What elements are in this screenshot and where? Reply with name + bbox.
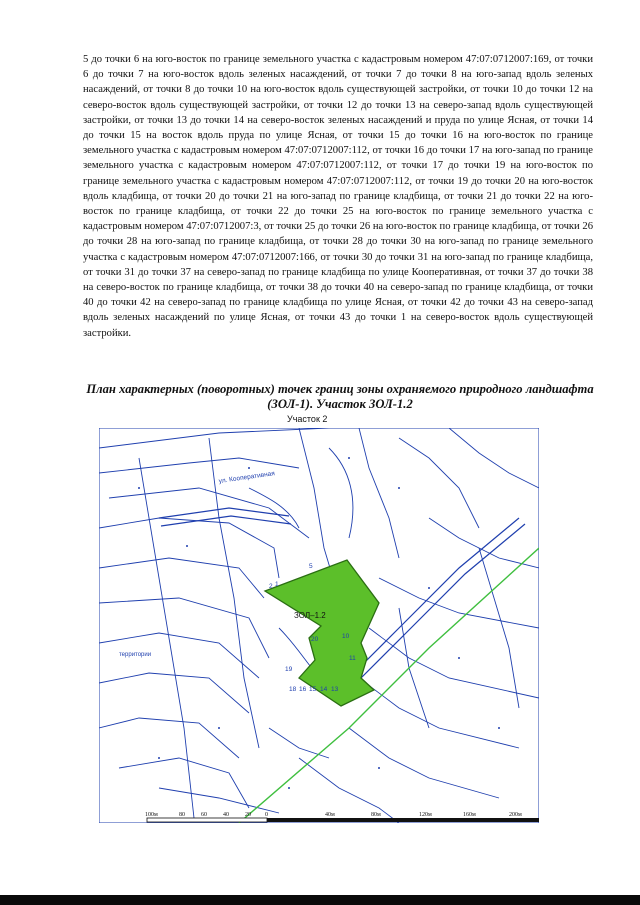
street-label: ул. Кооперативная xyxy=(218,470,276,485)
scale-bar xyxy=(99,810,539,826)
point-label: 20 xyxy=(311,636,319,643)
scale-label: 160м xyxy=(463,812,476,818)
plan-title xyxy=(60,382,620,412)
point-label: 2 xyxy=(269,583,273,590)
scan-bottom-edge xyxy=(0,895,640,905)
scale-label: 200м xyxy=(509,812,522,818)
point-label: 11 xyxy=(349,655,356,662)
point-label: 16 xyxy=(299,686,307,693)
zone-label: ЗОЛ–1.2 xyxy=(294,611,326,620)
point-label: 15 xyxy=(309,686,317,693)
scale-label: 0 xyxy=(265,812,268,818)
territory-label: территории xyxy=(119,652,152,658)
scale-label: 120м xyxy=(419,812,432,818)
point-label: 1 xyxy=(275,581,279,588)
scale-label: 40 xyxy=(223,812,229,818)
point-label: 5 xyxy=(309,563,313,570)
cadastral-map xyxy=(99,428,539,823)
plot-label: Участок 2 xyxy=(287,414,328,424)
plan-title-line2: (ЗОЛ-1). Участок ЗОЛ-1.2 xyxy=(267,397,413,411)
boundary-description-paragraph: 5 до точки 6 на юго-восток по границе земельного участка с кадастровым номером 47:07:0712007:169, от точки 6 до точки 7 на юго-восток вдоль зеленых насаждений, от точки 7 до точки 8 на юго-запад вдоль зеленых насаждений, от точки 8 до точки 10 на юго-восток вдоль существующей застройки, от точки 10 до точки 12 на северо-восток вдоль существующей застройки, от точки 12 до точки 13 на северо-запад вдоль существующей застройки, от точки 13 до точки 14 на северо-восток зеленых насаждений и пруда по улице Ясная, от точки 14 до точки 15 на восток вдоль пруда по улице Ясная, от точки 15 до точки 16 на юго-восток по границе земельного участка с кадастровым номером 47:07:0712007:112, от точки 16 до точки 17 на юго-запад по границе земельного участка с кадастровым номером 47:07:0712007:112, от точки 17 до точки 19 на юго-восток по границе земельного участка с кадастровым номером 47:07:0712007:112, от точки 19 до точки 20 на юго-восток вдоль кладбища, от точки 20 до точки 21 на юго-запад по границе кладбища, от точки 21 до точки 22 на юго-восток по границе кладбища, от точки 22 до точки 25 на юго-восток по границе земельного участка с кадастровым номером 47:07:0712007:3, от точки 25 до точки 26 на юго-восток по границе кладбища, от точки 26 до точки 28 на юго-запад по границе кладбища, от точки 28 до точки 30 на юго-запад по границе земельного участка с кадастровым номером 47:07:0712007:166, от точки 30 до точки 31 на юго-запад по границе кладбища, от точки 31 до точки 37 на северо-запад по границе кладбища по улице Кооперативная, от точки 37 до точки 38 на северо-восток по границе кладбища, от точки 38 до точки 40 на северо-запад по границе кладбища, от точки 40 до точки 42 на северо-запад по границе кладбища по улице Ясная, от точки 42 до точки 43 на северо-запад вдоль зеленых насаждений по улице Ясная, от точки 43 до точки 1 на северо-восток вдоль существующей застройки. xyxy=(83,54,593,339)
scale-label: 40м xyxy=(325,812,335,818)
scale-label: 80 xyxy=(179,812,185,818)
point-label: 10 xyxy=(342,633,350,640)
point-label: 19 xyxy=(285,666,293,673)
point-label: 14 xyxy=(320,686,328,693)
point-label: 18 xyxy=(289,686,297,693)
scale-label: 20 xyxy=(245,812,251,818)
scale-label: 80м xyxy=(371,812,381,818)
scale-label: 100м xyxy=(145,812,158,818)
cadastral-map-drawing xyxy=(99,428,539,823)
point-label: 13 xyxy=(331,686,339,693)
plan-title-line1: План характерных (поворотных) точек границ зоны охраняемого природного ландшафта xyxy=(86,382,594,396)
scale-label: 60 xyxy=(201,812,207,818)
